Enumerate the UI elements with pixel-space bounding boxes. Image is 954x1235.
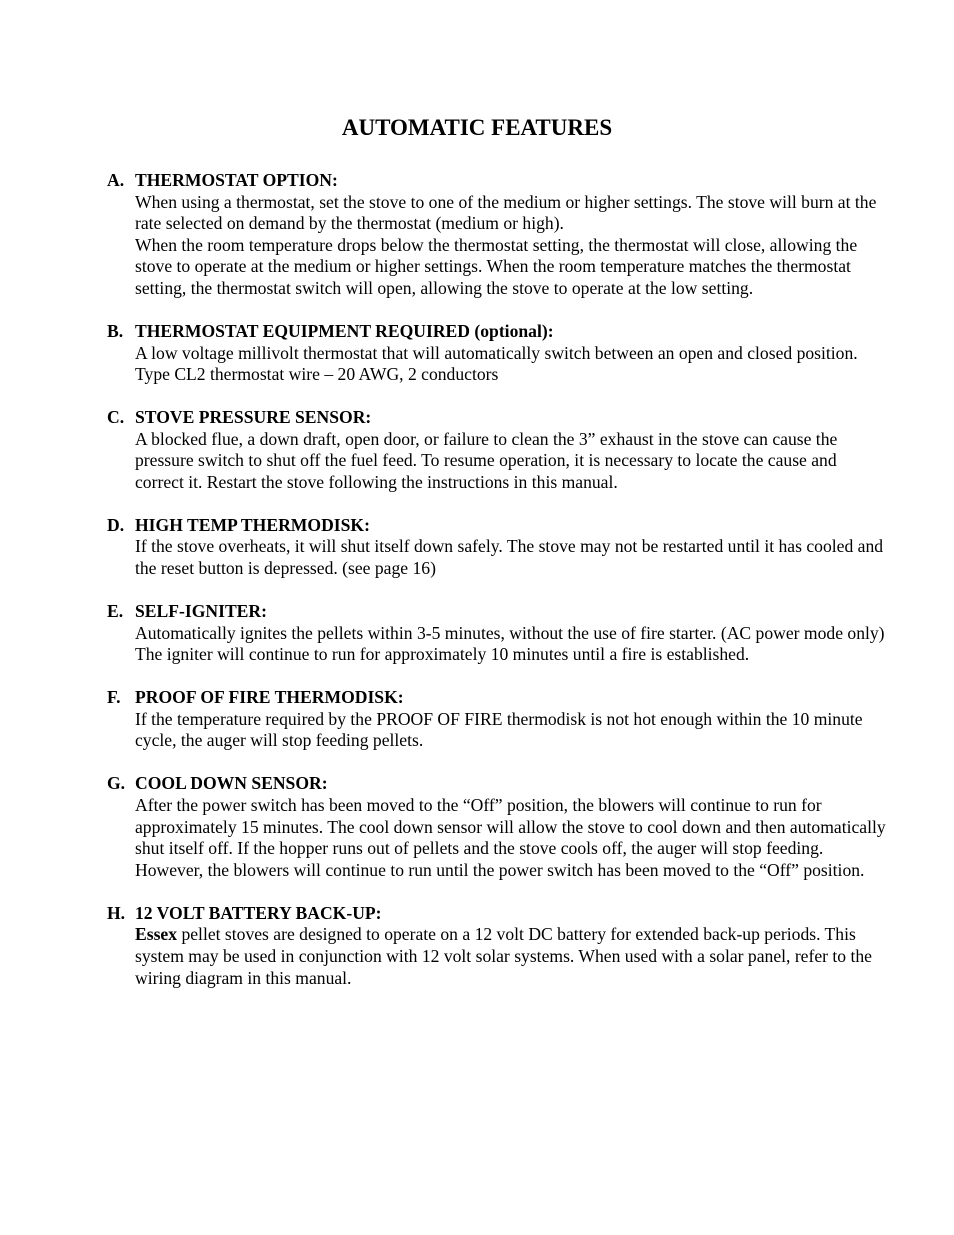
section-paragraph: A blocked flue, a down draft, open door, or failure to clean the 3” exhaust in the stove can cause the pressure switch to shut off the fuel feed. To resume operation, it is necessary to locate the cause and correct it. Restart the stove following the instructions in this manual.	[135, 428, 838, 492]
section-heading: SELF-IGNITER:	[135, 601, 267, 622]
section-paragraph: When using a thermostat, set the stove to one of the medium or higher settings. The stove will burn at the rate selected on demand by the thermostat (medium or high).	[135, 191, 877, 234]
section-paragraph: After the power switch has been moved to the “Off” position, the blowers will continue to run for approximately 15 minutes. The cool down sensor will allow the stove to cool down and then automatically shut itself off. If the hopper runs out of pellets and the stove cools off, the auger will stop feeding. However, the blowers will continue to run until the power switch has been moved to the “Off” position.	[135, 795, 886, 880]
section-proof-of-fire	[107, 687, 887, 752]
section-paragraph: Automatically ignites the pellets within 3-5 minutes, without the use of fire starter. (AC power mode only) The igniter will continue to run for approximately 10 minutes until a fire is established.	[135, 622, 885, 665]
section-paragraph: A low voltage millivolt thermostat that will automatically switch between an open and closed position. Type CL2 thermostat wire – 20 AWG, 2 conductors	[135, 342, 858, 385]
section-heading: STOVE PRESSURE SENSOR:	[135, 407, 372, 428]
section-heading: THERMOSTAT OPTION:	[135, 170, 338, 190]
section-heading: HIGH TEMP THERMODISK:	[135, 514, 370, 535]
section-paragraph: If the temperature required by the PROOF OF FIRE thermodisk is not hot enough within the 10 minute cycle, the auger will stop feeding pellets.	[135, 708, 863, 751]
section-letter: B.	[107, 320, 124, 341]
section-cool-down-sensor	[107, 773, 887, 881]
brand-name: Essex	[135, 924, 178, 945]
section-letter: E.	[107, 601, 124, 622]
section-heading: 12 VOLT BATTERY BACK-UP:	[135, 902, 382, 923]
section-thermostat-equipment	[107, 321, 887, 386]
section-battery-backup	[107, 903, 887, 989]
section-heading: COOL DOWN SENSOR:	[135, 773, 328, 794]
section-paragraph-text: pellet stoves are designed to operate on a 12 volt DC battery for extended back-up periods. This system may be used in conjunction with 12 volt solar systems. When used with a solar panel, refer to the wiring diagram in this manual.	[135, 924, 872, 988]
section-heading: PROOF OF FIRE THERMODISK:	[135, 687, 404, 708]
section-paragraph	[135, 924, 887, 989]
section-letter: C.	[107, 407, 125, 428]
section-letter: F.	[107, 687, 121, 708]
section-letter: A.	[107, 170, 125, 190]
section-letter: G.	[107, 773, 126, 794]
section-paragraph: When the room temperature drops below the thermostat setting, the thermostat will close, allowing the stove to operate at the medium or higher settings. When the room temperature matches the thermostat setting, the thermostat switch will open, allowing the stove to operate at the low setting.	[135, 234, 858, 298]
section-paragraph: If the stove overheats, it will shut itself down safely. The stove may not be restarted until it has cooled and the reset button is depressed. (see page 16)	[135, 536, 884, 579]
section-high-temp-thermodisk	[107, 515, 887, 580]
section-self-igniter	[107, 601, 887, 666]
section-stove-pressure-sensor	[107, 407, 887, 493]
section-heading: THERMOSTAT EQUIPMENT REQUIRED (optional):	[135, 320, 554, 341]
section-letter: D.	[107, 514, 125, 535]
feature-list	[107, 170, 887, 1011]
section-letter: H.	[107, 902, 126, 923]
page-title: AUTOMATIC FEATURES	[341, 115, 613, 140]
section-thermostat-option	[107, 170, 887, 300]
